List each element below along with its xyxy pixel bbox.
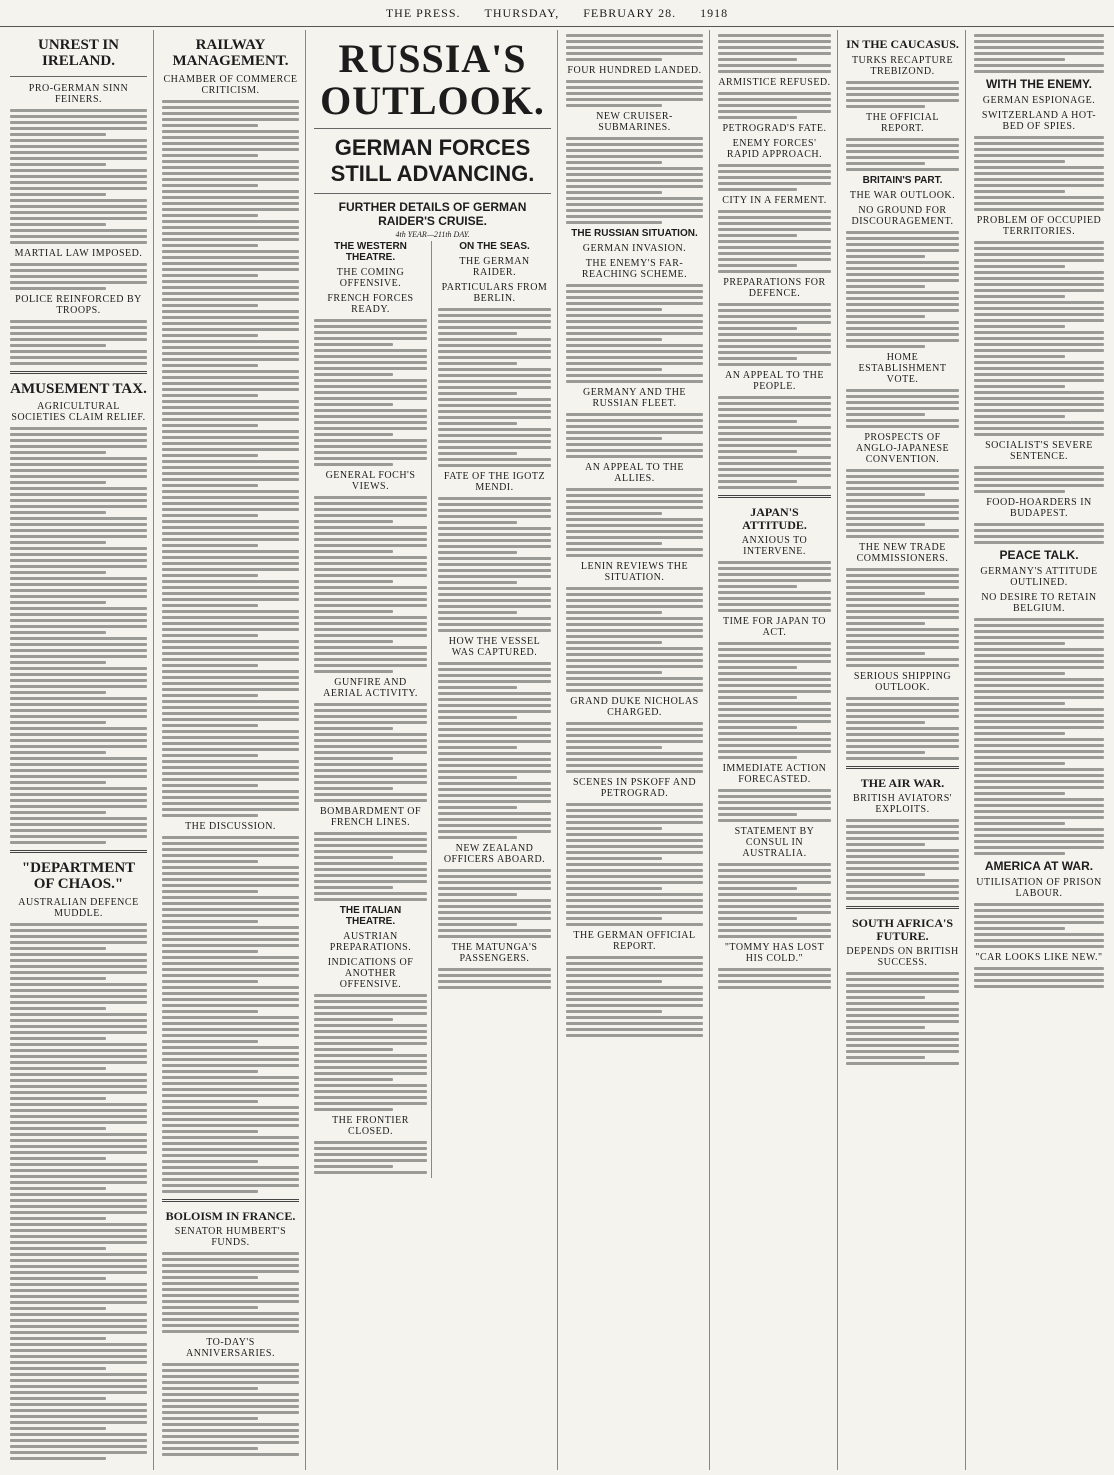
- article-body: [162, 1252, 299, 1333]
- section-headline: THE WESTERN THEATRE.: [334, 241, 407, 263]
- subheadline: IMMEDIATE ACTION FORECASTED.: [722, 763, 827, 786]
- article-body: [566, 137, 703, 224]
- article-body: [438, 869, 551, 938]
- subheadline: HOME ESTABLISHMENT VOTE.: [858, 351, 947, 385]
- war-day: 4th YEAR—211th DAY.: [395, 230, 470, 239]
- subheadline: GENERAL FOCH'S VIEWS.: [325, 470, 416, 492]
- article-body: [718, 561, 831, 612]
- column-4: [560, 30, 710, 1470]
- lead-subheadline: GERMAN FORCES STILL ADVANCING.: [330, 135, 535, 186]
- article-body: [846, 697, 959, 760]
- subheadline: NO GROUND FOR DISCOURAGEMENT.: [851, 204, 954, 227]
- column-2: [156, 30, 306, 1470]
- article-body: [438, 968, 551, 989]
- subheadline: MARTIAL LAW IMPOSED.: [14, 247, 143, 259]
- article-body: [718, 34, 831, 73]
- subheadline: SENATOR HUMBERT'S FUNDS.: [174, 1226, 287, 1249]
- article-body: [974, 903, 1104, 948]
- article-body: [566, 488, 703, 557]
- article-body: [846, 568, 959, 667]
- subheadline: GUNFIRE AND AERIAL ACTIVITY.: [323, 677, 418, 699]
- subheadline: THE OFFICIAL REPORT.: [866, 111, 939, 134]
- article-body: [314, 1141, 427, 1174]
- section-headline: ON THE SEAS.: [459, 241, 530, 252]
- subheadline: GRAND DUKE NICHOLAS CHARGED.: [570, 696, 699, 718]
- subheadline: FRENCH FORCES READY.: [327, 293, 414, 315]
- article-body: [846, 469, 959, 538]
- article-body: [162, 100, 299, 817]
- subheadline: "TOMMY HAS LOST HIS COLD.": [724, 942, 825, 965]
- subheadline: DEPENDS ON BRITISH SUCCESS.: [846, 946, 959, 969]
- article-body: [10, 923, 147, 1460]
- headline: RAILWAY MANAGEMENT.: [172, 37, 289, 69]
- article-body: [718, 642, 831, 759]
- subheadline: POLICE REINFORCED BY TROOPS.: [15, 293, 142, 316]
- article-body: [718, 210, 831, 273]
- subheadline: CHAMBER OF COMMERCE CRITICISM.: [163, 73, 298, 96]
- subheadline: THE WAR OUTLOOK.: [849, 189, 956, 201]
- article-body: [162, 1363, 299, 1456]
- section-headline: THE RUSSIAN SITUATION.: [571, 228, 698, 239]
- subheadline: ARMISTICE REFUSED.: [718, 77, 831, 88]
- masthead-date: FEBRUARY 28.: [583, 5, 677, 20]
- subheadline: NEW ZEALAND OFFICERS ABOARD.: [443, 843, 546, 865]
- subheadline: AGRICULTURAL SOCIETIES CLAIM RELIEF.: [11, 401, 146, 424]
- article-body: [566, 803, 703, 926]
- lead-right-column: [438, 241, 551, 1178]
- article-body: [718, 303, 831, 366]
- article-body: [846, 81, 959, 108]
- subheadline: HOW THE VESSEL WAS CAPTURED.: [448, 636, 541, 658]
- article-body: [718, 164, 831, 191]
- lead-left-column: [314, 241, 432, 1178]
- article-body: [314, 832, 427, 901]
- article-body: [718, 396, 831, 489]
- subheadline: ENEMY FORCES' RAPID APPROACH.: [726, 138, 823, 160]
- subheadline: SOCIALIST'S SEVERE SENTENCE.: [985, 440, 1093, 462]
- column-6: [840, 30, 966, 1470]
- subheadline: TO-DAY'S ANNIVERSARIES.: [186, 1337, 275, 1360]
- subheadline: THE MATUNGA'S PASSENGERS.: [451, 942, 538, 964]
- subheadline: GERMAN INVASION.: [582, 243, 687, 254]
- article-body: [10, 427, 147, 844]
- subheadline: INDICATIONS OF ANOTHER OFFENSIVE.: [327, 957, 414, 990]
- subheadline: THE GERMAN OFFICIAL REPORT.: [573, 930, 696, 952]
- subheadline: LENIN REVIEWS THE SITUATION.: [580, 561, 689, 583]
- article-body: [566, 34, 703, 61]
- article-body: [566, 413, 703, 458]
- article-body: [846, 231, 959, 348]
- subheadline: NO DESIRE TO RETAIN BELGIUM.: [981, 592, 1097, 614]
- article-body: [566, 80, 703, 107]
- lead-headline: RUSSIA'S OUTLOOK.: [320, 36, 545, 123]
- article-body: [438, 662, 551, 839]
- article-body: [314, 496, 427, 673]
- subheadline: PRO-GERMAN SINN FEINERS.: [28, 82, 129, 105]
- subheadline: THE COMING OFFENSIVE.: [336, 267, 405, 289]
- subheadline: GERMANY AND THE RUSSIAN FLEET.: [582, 387, 687, 409]
- article-body: [974, 34, 1104, 73]
- subheadline: FOOD-HOARDERS IN BUDAPEST.: [986, 497, 1092, 519]
- subheadline: THE GERMAN RAIDER.: [459, 256, 530, 278]
- subheadline: TIME FOR JAPAN TO ACT.: [722, 616, 827, 639]
- subheadline: PROSPECTS OF ANGLO-JAPANESE CONVENTION.: [855, 431, 950, 465]
- article-body: [718, 968, 831, 989]
- subheadline: PETROGRAD'S FATE.: [722, 123, 827, 134]
- masthead-title: THE PRESS.: [385, 5, 461, 20]
- article-body: [846, 972, 959, 1065]
- column-7: [968, 30, 1110, 1470]
- article-body: [566, 284, 703, 383]
- lead-subheadline-2: FURTHER DETAILS OF GERMAN RAIDER'S CRUISE.: [338, 200, 527, 228]
- article-body: [974, 618, 1104, 855]
- subheadline: STATEMENT BY CONSUL IN AUSTRALIA.: [734, 826, 815, 860]
- subheadline: BRITISH AVIATORS' EXPLOITS.: [852, 793, 953, 816]
- subheadline: NEW CRUISER-SUBMARINES.: [596, 111, 673, 133]
- subheadline: "CAR LOOKS LIKE NEW.": [975, 952, 1103, 963]
- subheadline: THE NEW TRADE COMMISSIONERS.: [856, 541, 949, 564]
- masthead-day: THURSDAY,: [484, 5, 560, 20]
- subheadline: PARTICULARS FROM BERLIN.: [441, 282, 548, 304]
- article-body: [974, 967, 1104, 988]
- article-body: [566, 722, 703, 773]
- article-body: [314, 994, 427, 1111]
- article-body: [438, 497, 551, 632]
- headline: UNREST IN IRELAND.: [38, 37, 119, 69]
- article-body: [566, 587, 703, 692]
- headline: IN THE CAUCASUS.: [846, 37, 959, 51]
- subheadline: AN APPEAL TO THE ALLIES.: [584, 462, 685, 484]
- column-5: [712, 30, 838, 1470]
- headline: "DEPARTMENT OF CHAOS.": [21, 860, 136, 892]
- article-body: [718, 92, 831, 119]
- subheadline: SWITZERLAND A HOT-BED OF SPIES.: [981, 110, 1097, 132]
- article-body: [974, 241, 1104, 436]
- column-3: [308, 30, 558, 1470]
- article-body: [718, 863, 831, 938]
- subheadline: GERMANY'S ATTITUDE OUTLINED.: [980, 566, 1098, 588]
- headline: JAPAN'S ATTITUDE.: [742, 505, 807, 532]
- subheadline: THE FRONTIER CLOSED.: [332, 1115, 409, 1137]
- section-headline: BRITAIN'S PART.: [862, 174, 943, 186]
- subheadline: TURKS RECAPTURE TREBIZOND.: [851, 54, 954, 77]
- article-body: [718, 789, 831, 822]
- subheadline: FATE OF THE IGOTZ MENDI.: [443, 471, 546, 493]
- headline: SOUTH AFRICA'S FUTURE.: [851, 916, 954, 943]
- subheadline: SERIOUS SHIPPING OUTLOOK.: [853, 670, 952, 693]
- section-headline: THE ITALIAN THEATRE.: [339, 905, 402, 927]
- article-body: [846, 138, 959, 171]
- headline: AMUSEMENT TAX.: [10, 380, 147, 397]
- subheadline: PREPARATIONS FOR DEFENCE.: [723, 277, 826, 299]
- subheadline: ANXIOUS TO INTERVENE.: [741, 535, 808, 558]
- article-body: [974, 523, 1104, 544]
- subheadline: PROBLEM OF OCCUPIED TERRITORIES.: [976, 215, 1102, 237]
- masthead-year: 1918: [700, 5, 729, 20]
- article-body: [846, 389, 959, 428]
- article-body: [314, 703, 427, 802]
- subheadline: BOMBARDMENT OF FRENCH LINES.: [320, 806, 421, 828]
- article-body: [10, 263, 147, 290]
- subheadline: GERMAN ESPIONAGE.: [982, 95, 1096, 106]
- subheadline: FOUR HUNDRED LANDED.: [567, 65, 702, 76]
- article-body: [10, 109, 147, 244]
- subheadline: CITY IN A FERMENT.: [722, 195, 827, 206]
- masthead: [0, 0, 1114, 27]
- column-1: [4, 30, 154, 1470]
- article-body: [10, 320, 147, 365]
- article-body: [974, 466, 1104, 493]
- subheadline: AUSTRIAN PREPARATIONS.: [329, 931, 412, 953]
- article-body: [438, 308, 551, 467]
- subheadline: SCENES IN PSKOFF AND PETROGRAD.: [572, 777, 697, 799]
- section-headline: PEACE TALK.: [999, 548, 1079, 562]
- subheadline: THE ENEMY'S FAR-REACHING SCHEME.: [581, 258, 688, 280]
- subheadline: AUSTRALIAN DEFENCE MUDDLE.: [18, 896, 139, 919]
- section-headline: AMERICA AT WAR.: [984, 859, 1094, 873]
- article-body: [566, 956, 703, 1037]
- headline: BOLOISM IN FRANCE.: [165, 1208, 296, 1223]
- subheadline: AN APPEAL TO THE PEOPLE.: [724, 370, 825, 392]
- article-body: [314, 319, 427, 466]
- headline: THE AIR WAR.: [860, 775, 945, 790]
- article-body: [846, 819, 959, 900]
- article-body: [974, 136, 1104, 211]
- section-headline: WITH THE ENEMY.: [985, 77, 1092, 91]
- subheadline: UTILISATION OF PRISON LABOUR.: [976, 877, 1102, 899]
- article-body: [162, 836, 299, 1193]
- subheadline: THE DISCUSSION.: [185, 820, 276, 832]
